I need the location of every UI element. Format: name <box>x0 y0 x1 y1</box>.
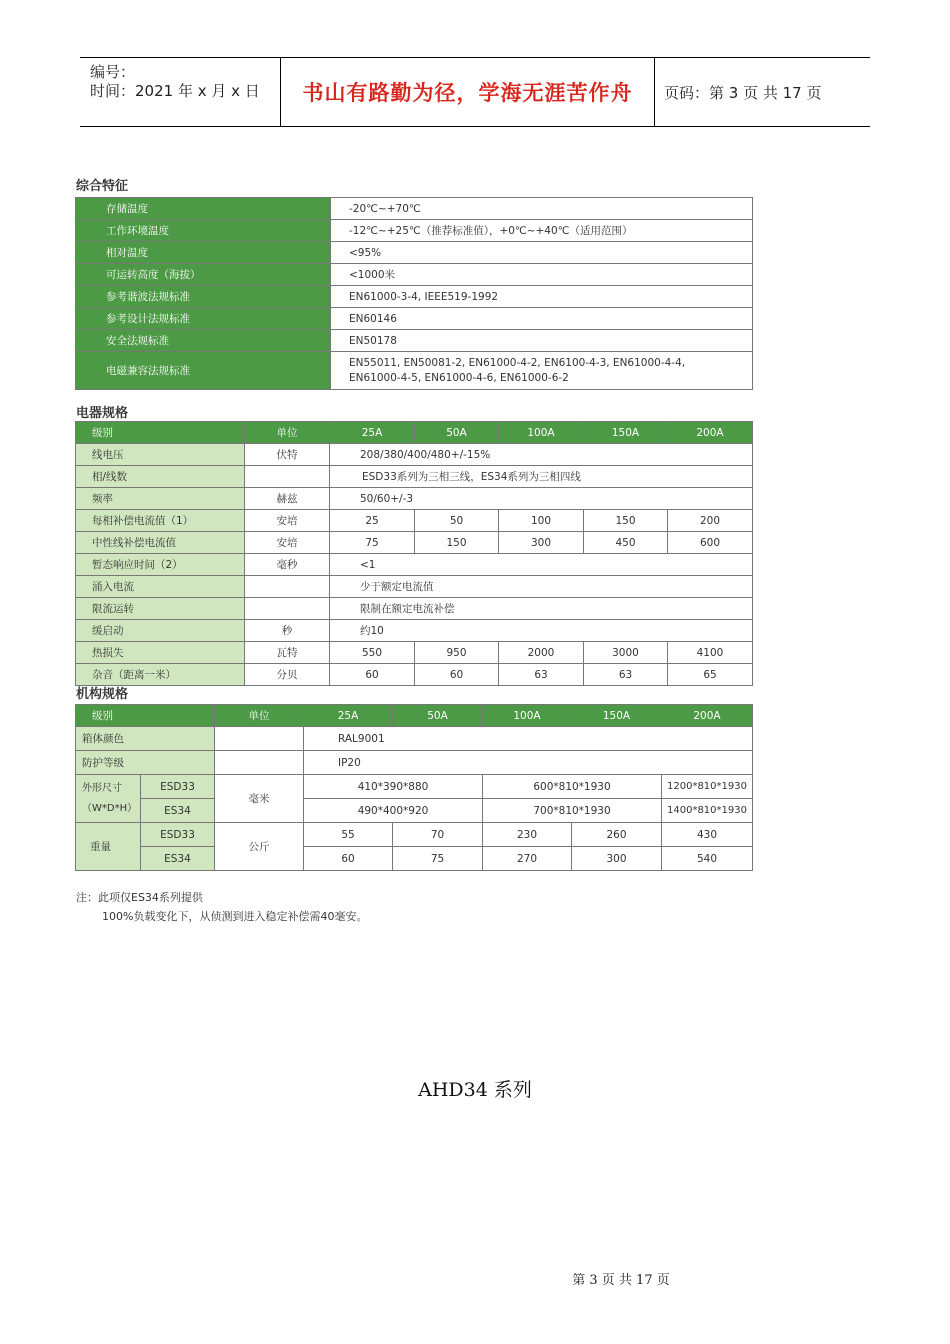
row-value: <95% <box>331 242 753 264</box>
electrical-table <box>75 421 753 686</box>
unit-cell <box>245 576 330 598</box>
row-label: 防护等级 <box>76 751 215 775</box>
unit-cell <box>245 598 330 620</box>
unit-cell: 公斤 <box>215 823 304 871</box>
value-cell: 430 <box>662 823 753 847</box>
model-cell: ESD33 <box>141 775 215 799</box>
row-label: 箱体颜色 <box>76 727 215 751</box>
table-row <box>76 576 753 598</box>
value-cell: 490*400*920 <box>304 799 483 823</box>
mech-header-cell: 25A <box>304 705 393 727</box>
section-title-mechanical: 机构规格 <box>76 687 129 702</box>
row-label: 相/线数 <box>76 466 245 488</box>
table-row <box>76 532 753 554</box>
row-value: EN60146 <box>331 308 753 330</box>
row-value: -20℃~+70℃ <box>331 198 753 220</box>
table-row <box>76 510 753 532</box>
mech-header-cell: 单位 <box>215 705 304 727</box>
unit-cell: 安培 <box>245 510 330 532</box>
elec-header-row <box>76 422 753 444</box>
value-cell: 600*810*1930 <box>483 775 662 799</box>
table-row <box>76 727 753 751</box>
page-header <box>80 57 870 127</box>
value-cell: 600 <box>668 532 753 554</box>
value-cell: ESD33系列为三相三线，ES34系列为三相四线 <box>330 466 753 488</box>
unit-cell: 伏特 <box>245 444 330 466</box>
value-cell: 2000 <box>499 642 584 664</box>
dim-label-1: 外形尺寸 <box>82 782 122 794</box>
table-row <box>76 620 753 642</box>
value-cell: RAL9001 <box>304 727 753 751</box>
value-cell: 450 <box>584 532 668 554</box>
row-value: -12℃~+25℃（推荐标准值），+0℃~+40℃（适用范围） <box>331 220 753 242</box>
unit-cell <box>215 751 304 775</box>
table-row <box>76 242 753 264</box>
value-cell: 270 <box>483 847 572 871</box>
code-label: 编号： <box>90 63 136 81</box>
value-cell: 100 <box>499 510 584 532</box>
unit-cell: 毫米 <box>215 775 304 823</box>
row-label: 热损失 <box>76 642 245 664</box>
mech-header-cell: 50A <box>393 705 483 727</box>
row-value <box>331 352 753 390</box>
series-title: AHD34 系列 <box>418 1079 532 1101</box>
table-row <box>76 598 753 620</box>
note-line-2: 100%负载变化下，从侦测到进入稳定补偿需40毫安。 <box>102 910 368 923</box>
model-cell: ES34 <box>141 799 215 823</box>
value-cell: 60 <box>304 847 393 871</box>
table-row <box>76 308 753 330</box>
value-cell: 540 <box>662 847 753 871</box>
value-cell: 300 <box>499 532 584 554</box>
mechanical-table <box>75 704 753 871</box>
row-label: 参考设计法规标准 <box>76 308 331 330</box>
value-cell: 55 <box>304 823 393 847</box>
row-label <box>76 775 141 823</box>
value-cell: 50 <box>415 510 499 532</box>
mech-header-cell: 200A <box>662 705 753 727</box>
table-row <box>76 264 753 286</box>
section-title-electrical: 电器规格 <box>76 406 129 421</box>
value-cell: 限制在额定电流补偿 <box>330 598 753 620</box>
value-cell: 260 <box>572 823 662 847</box>
table-row <box>76 198 753 220</box>
value-cell: 63 <box>499 664 584 686</box>
elec-header-cell: 25A <box>330 422 415 444</box>
time-label: 时间：2021 年 x 月 x 日 <box>90 82 260 100</box>
value-cell: <1 <box>330 554 753 576</box>
row-label: 电磁兼容法规标准 <box>76 352 331 390</box>
table-row <box>76 823 753 847</box>
row-label: 安全法规标准 <box>76 330 331 352</box>
value-cell: 1200*810*1930 <box>662 775 753 799</box>
value-cell: 230 <box>483 823 572 847</box>
row-label: 工作环境温度 <box>76 220 331 242</box>
section-title-general: 综合特征 <box>76 179 129 194</box>
unit-cell: 瓦特 <box>245 642 330 664</box>
table-row <box>76 444 753 466</box>
elec-header-cell: 100A <box>499 422 584 444</box>
value-cell: 950 <box>415 642 499 664</box>
row-label: 暂态响应时间（2） <box>76 554 245 576</box>
row-label: 参考谐波法规标准 <box>76 286 331 308</box>
table-row <box>76 554 753 576</box>
table-row <box>76 847 753 871</box>
value-cell: 150 <box>584 510 668 532</box>
row-value: <1000米 <box>331 264 753 286</box>
value-cell: 75 <box>330 532 415 554</box>
model-cell: ESD33 <box>141 823 215 847</box>
unit-cell: 毫秒 <box>245 554 330 576</box>
value-cell: 550 <box>330 642 415 664</box>
page-footer: 第 3 页 共 17 页 <box>572 1273 670 1288</box>
unit-cell: 赫兹 <box>245 488 330 510</box>
table-row <box>76 642 753 664</box>
elec-header-cell: 200A <box>668 422 753 444</box>
header-page-cell <box>655 58 870 126</box>
value-cell: 70 <box>393 823 483 847</box>
note-line-1: 注：此项仅ES34系列提供 <box>76 891 203 904</box>
page-label: 页码：第 3 页 共 17 页 <box>664 83 822 102</box>
value-cell: 50/60+/-3 <box>330 488 753 510</box>
row-label: 频率 <box>76 488 245 510</box>
row-label: 限流运转 <box>76 598 245 620</box>
table-row <box>76 751 753 775</box>
row-label: 中性线补偿电流值 <box>76 532 245 554</box>
row-value: EN61000-3-4, IEEE519-1992 <box>331 286 753 308</box>
table-row <box>76 286 753 308</box>
row-value: EN50178 <box>331 330 753 352</box>
unit-cell <box>245 466 330 488</box>
value-cell: 3000 <box>584 642 668 664</box>
table-row <box>76 220 753 242</box>
value-cell: 少于额定电流值 <box>330 576 753 598</box>
dim-label-2: （W*D*H） <box>82 802 138 814</box>
unit-cell: 安培 <box>245 532 330 554</box>
value-cell: 300 <box>572 847 662 871</box>
table-row <box>76 799 753 823</box>
motto: 书山有路勤为径，学海无涯苦作舟 <box>302 81 633 105</box>
row-label: 每相补偿电流值（1） <box>76 510 245 532</box>
unit-cell <box>215 727 304 751</box>
value-cell: 65 <box>668 664 753 686</box>
row-value-line: EN61000-4-5, EN61000-4-6, EN61000-6-2 <box>349 371 569 384</box>
value-cell: 60 <box>330 664 415 686</box>
row-label: 存储温度 <box>76 198 331 220</box>
value-cell: 4100 <box>668 642 753 664</box>
table-row <box>76 466 753 488</box>
value-cell: 60 <box>415 664 499 686</box>
value-cell: 410*390*880 <box>304 775 483 799</box>
row-label: 线电压 <box>76 444 245 466</box>
elec-header-cell: 50A <box>415 422 499 444</box>
elec-header-cell: 单位 <box>245 422 330 444</box>
table-row <box>76 352 753 390</box>
row-value-line: EN55011, EN50081-2, EN61000-4-2, EN6100-4-3, EN61000-4-4, <box>349 356 686 369</box>
row-label: 涌入电流 <box>76 576 245 598</box>
mech-header-cell: 100A <box>483 705 572 727</box>
mech-header-cell: 级别 <box>76 705 215 727</box>
value-cell: 63 <box>584 664 668 686</box>
model-cell: ES34 <box>141 847 215 871</box>
value-cell: 1400*810*1930 <box>662 799 753 823</box>
table-row <box>76 775 753 799</box>
value-cell: IP20 <box>304 751 753 775</box>
mech-header-row <box>76 705 753 727</box>
value-cell: 200 <box>668 510 753 532</box>
row-label: 重量 <box>76 823 141 871</box>
table-row <box>76 330 753 352</box>
header-motto-cell <box>281 58 655 126</box>
row-label: 可运转高度（海拔） <box>76 264 331 286</box>
unit-cell: 秒 <box>245 620 330 642</box>
value-cell: 150 <box>415 532 499 554</box>
table-row <box>76 664 753 686</box>
row-label: 杂音（距离一米） <box>76 664 245 686</box>
value-cell: 700*810*1930 <box>483 799 662 823</box>
unit-cell: 分贝 <box>245 664 330 686</box>
row-label: 缓启动 <box>76 620 245 642</box>
elec-header-cell: 级别 <box>76 422 245 444</box>
value-cell: 75 <box>393 847 483 871</box>
value-cell: 25 <box>330 510 415 532</box>
header-meta-cell <box>80 58 281 126</box>
general-table <box>75 197 753 390</box>
value-cell: 约10 <box>330 620 753 642</box>
elec-header-cell: 150A <box>584 422 668 444</box>
row-label: 相对温度 <box>76 242 331 264</box>
mech-header-cell: 150A <box>572 705 662 727</box>
table-row <box>76 488 753 510</box>
value-cell: 208/380/400/480+/-15% <box>330 444 753 466</box>
